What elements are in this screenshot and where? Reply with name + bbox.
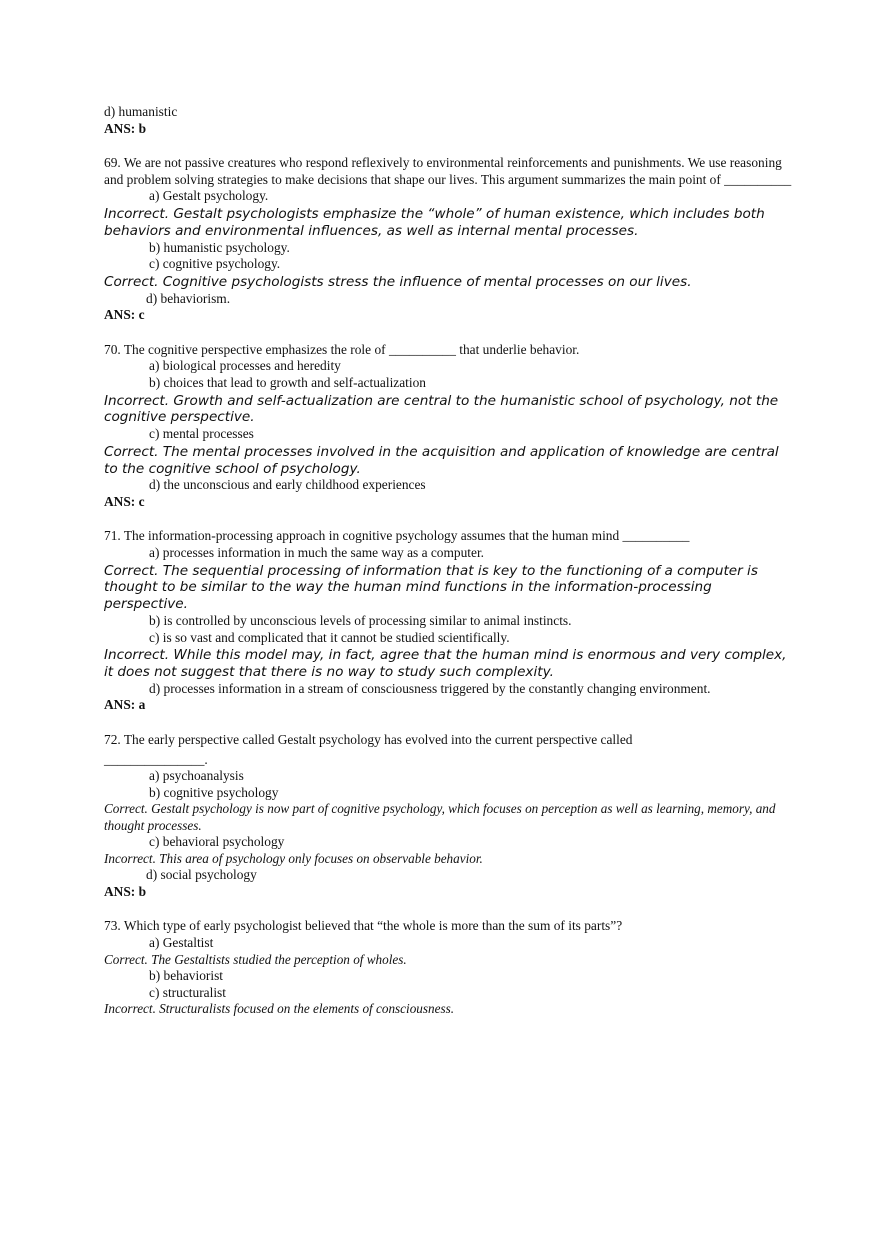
- feedback-correct: Correct. The Gestaltists studied the perception of wholes.: [104, 951, 407, 967]
- option-a: a) biological processes and heredity: [149, 358, 341, 374]
- option-a: a) Gestalt psychology.: [149, 188, 269, 204]
- option-b: b) cognitive psychology: [149, 784, 279, 800]
- option-a: a) psychoanalysis: [149, 768, 244, 784]
- question-70: [104, 342, 794, 511]
- feedback-incorrect: Incorrect. Structuralists focused on the elements of consciousness.: [104, 1001, 455, 1017]
- option-d: d) processes information in a stream of consciousness triggered by the constantly changing environment.: [149, 680, 711, 696]
- question-stem: 70. The cognitive perspective emphasizes the role of __________ that underlie behavior.: [104, 341, 580, 357]
- question-stem: 71. The information-processing approach in cognitive psychology assumes that the human mind __________: [104, 528, 690, 544]
- option-d: d) social psychology: [146, 867, 257, 883]
- option-d: d) behaviorism.: [146, 290, 231, 306]
- question-71: [104, 528, 794, 714]
- answer-key: ANS: c: [104, 493, 145, 509]
- answer-key: ANS: b: [104, 120, 147, 136]
- question-69: [104, 155, 794, 324]
- option-c: c) behavioral psychology: [149, 834, 285, 850]
- option-b: b) humanistic psychology.: [149, 239, 290, 255]
- option-a: a) processes information in much the same way as a computer.: [149, 545, 485, 561]
- option-b: b) choices that lead to growth and self-actualization: [149, 374, 427, 390]
- option-c: c) is so vast and complicated that it cannot be studied scientifically.: [149, 629, 510, 645]
- answer-key: ANS: a: [104, 697, 146, 713]
- feedback-incorrect: Incorrect. This area of psychology only focuses on observable behavior.: [104, 850, 483, 866]
- question-stem: 72. The early perspective called Gestalt psychology has evolved into the current perspective called: [104, 732, 633, 748]
- feedback-correct: Correct. The sequential processing of information that is key to the functioning of a computer is thought to be similar to the way the human mind functions in the information-processing perspective.: [104, 562, 758, 613]
- question-73: [104, 918, 794, 1017]
- option-a: a) Gestaltist: [149, 935, 214, 950]
- answer-key: ANS: b: [104, 883, 147, 899]
- option-c: c) cognitive psychology.: [149, 256, 281, 272]
- question-stem: 73. Which type of early psychologist believed that “the whole is more than the sum of its parts”?: [104, 918, 623, 934]
- feedback-correct: Correct. The mental processes involved in the acquisition and application of knowledge are central to the cognitive school of psychology.: [104, 443, 779, 477]
- option-d: d) the unconscious and early childhood experiences: [149, 477, 426, 493]
- option-d-humanistic: d) humanistic: [104, 104, 178, 119]
- question-72: [104, 732, 794, 900]
- option-c: c) mental processes: [149, 426, 254, 442]
- option-c: c) structuralist: [149, 984, 226, 1000]
- option-b: b) behaviorist: [149, 968, 224, 983]
- question-stem: 69. We are not passive creatures who respond reflexively to environmental reinforcements and punishments. We use reasoning and problem solving strategies to make decisions that shape our lives. This argument summarizes the main point of __________: [104, 155, 792, 187]
- feedback-correct: Correct. Cognitive psychologists stress the influence of mental processes on our lives.: [104, 273, 692, 290]
- question-blank: _______________.: [104, 751, 208, 767]
- option-b: b) is controlled by unconscious levels of processing similar to animal instincts.: [149, 613, 572, 629]
- answer-key: ANS: c: [104, 307, 145, 323]
- feedback-incorrect: Incorrect. While this model may, in fact, agree that the human mind is enormous and very complex, it does not suggest that there is no way to study such complexity.: [104, 647, 787, 681]
- feedback-incorrect: Incorrect. Growth and self-actualization are central to the humanistic school of psychology, not the cognitive perspective.: [104, 392, 779, 426]
- document-page: [104, 104, 794, 1018]
- feedback-correct: Correct. Gestalt psychology is now part of cognitive psychology, which focuses on perception as well as learning, memory, and thought processes.: [104, 801, 776, 833]
- feedback-incorrect: Incorrect. Gestalt psychologists emphasize the “whole” of human existence, which includes both behaviors and environmental influences, as well as internal mental processes.: [104, 205, 765, 239]
